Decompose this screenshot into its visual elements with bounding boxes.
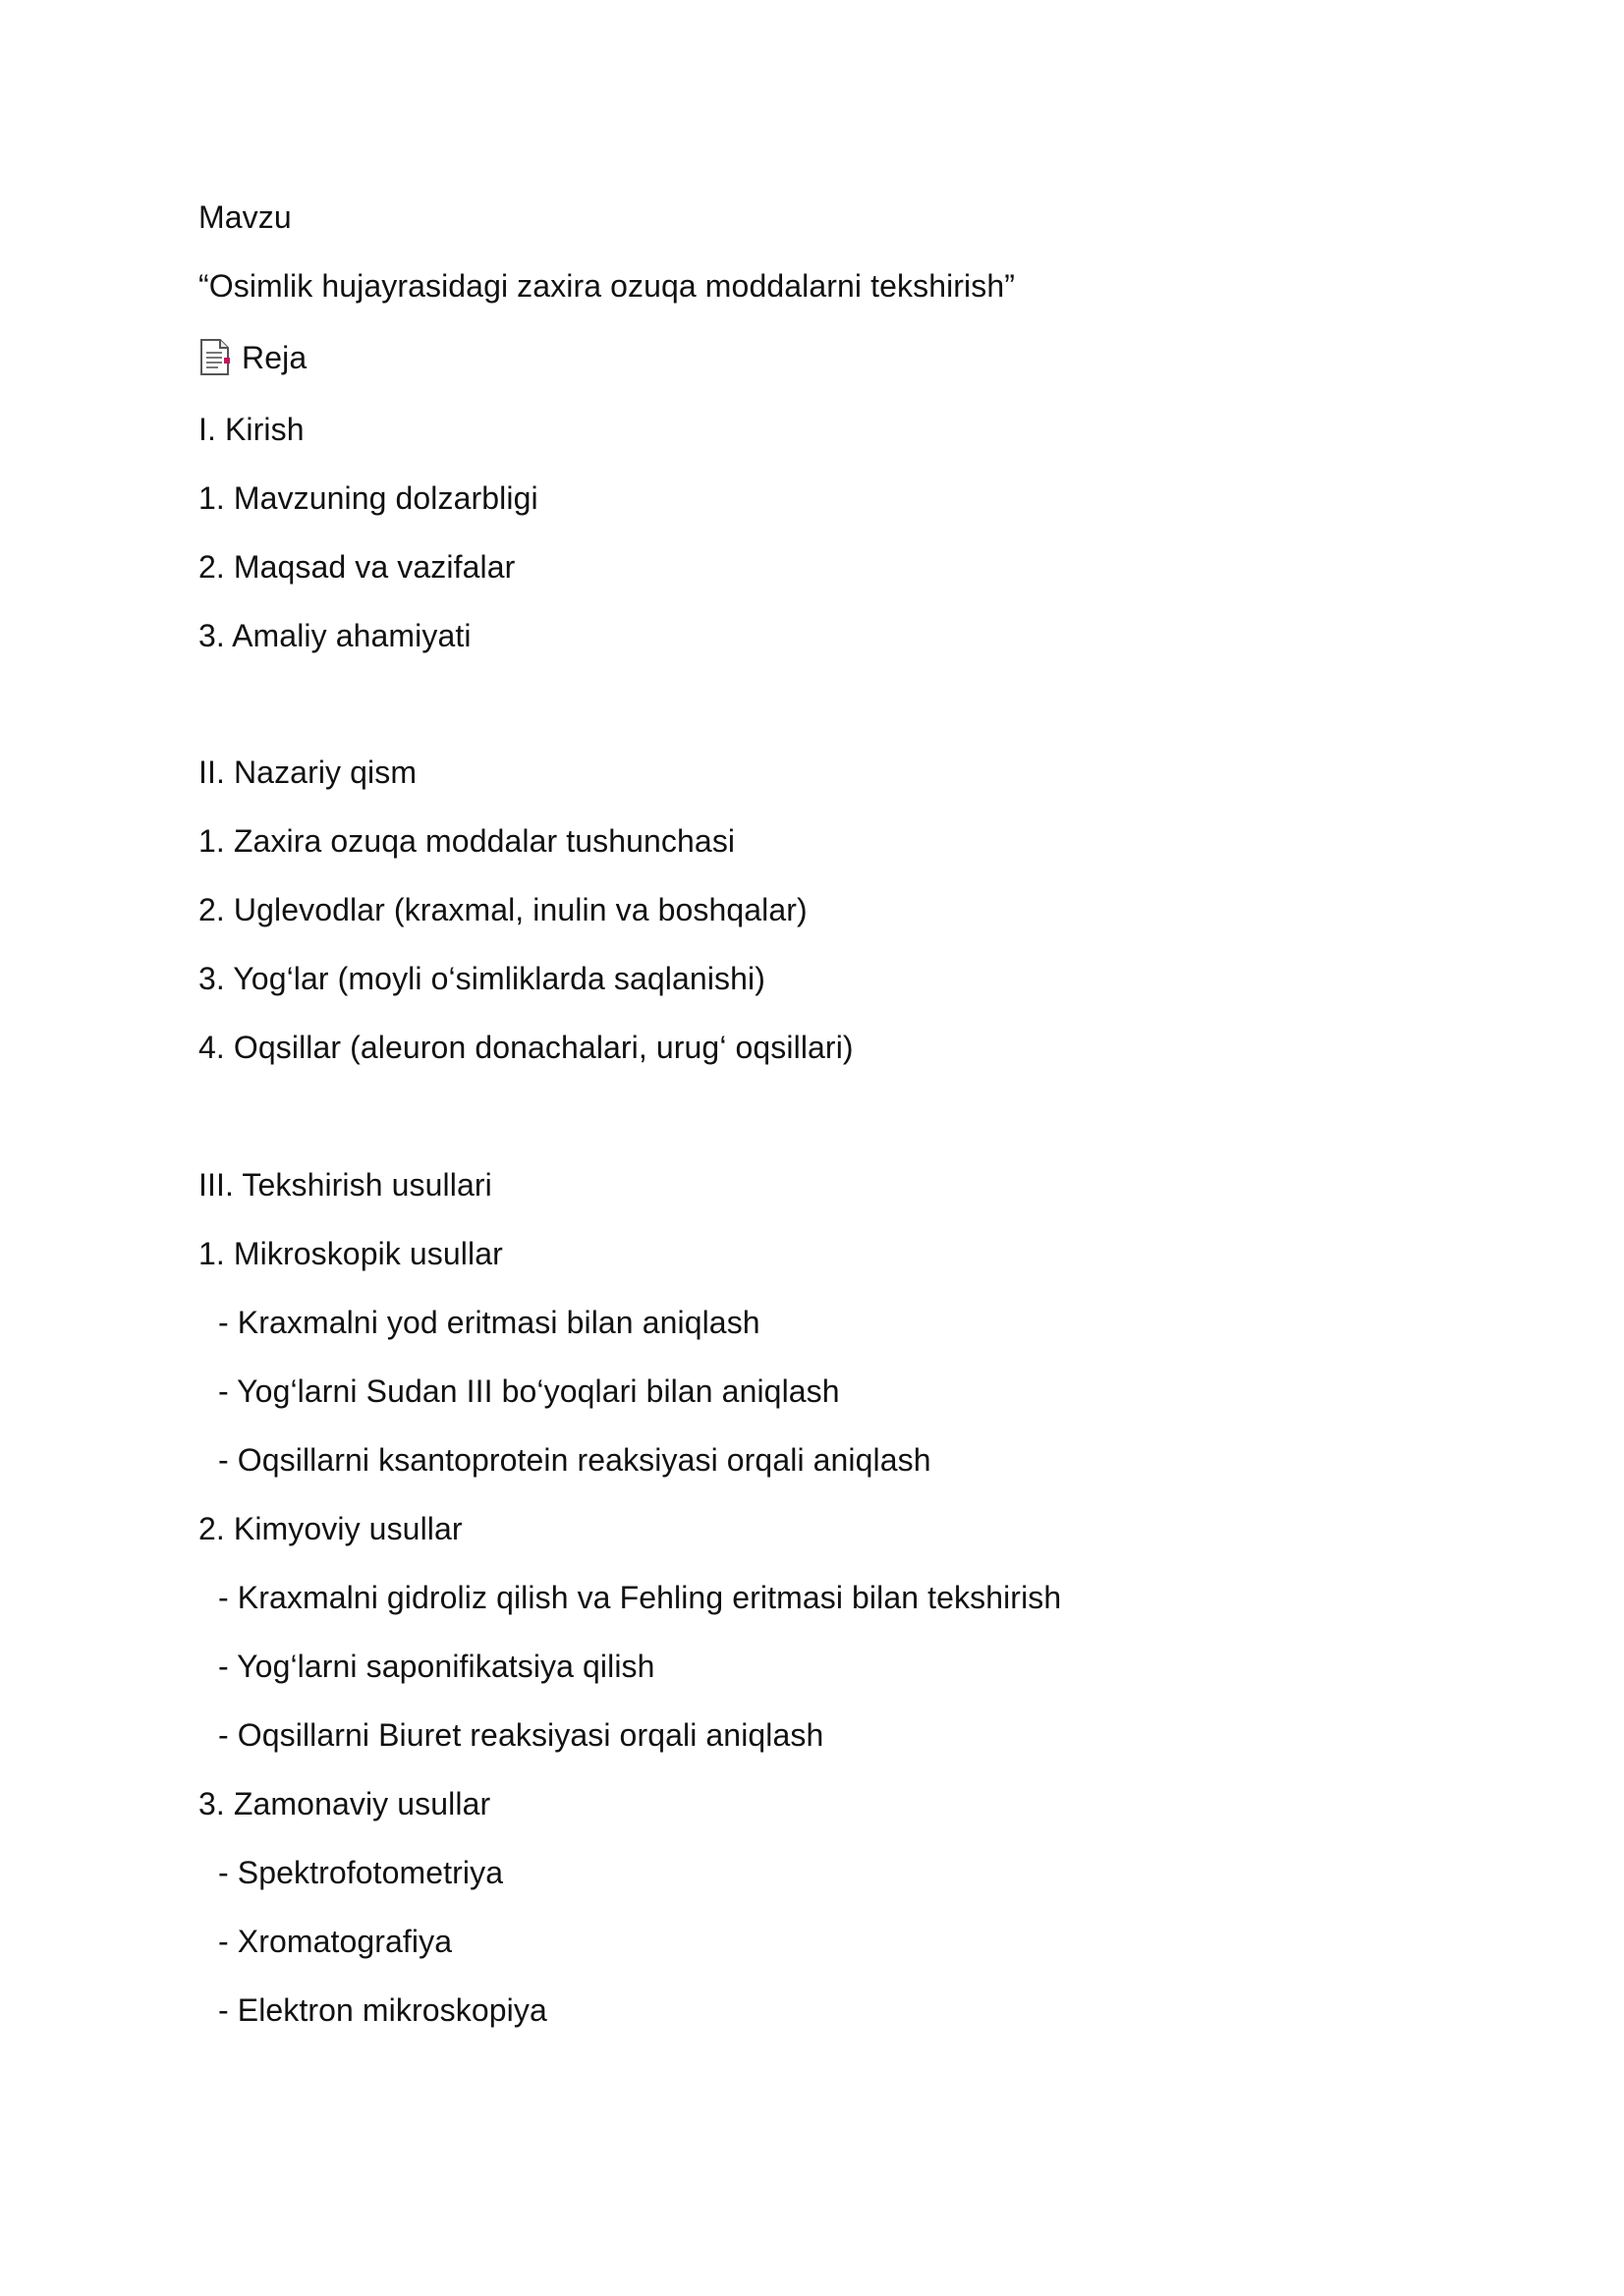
sub-list-item: - Elektron mikroskopiya [218,1992,547,2028]
list-item: 1. Zaxira ozuqa moddalar tushunchasi [198,823,736,859]
sub-list-item: - Yog‘larni Sudan III bo‘yoqlari bilan aniqlash [218,1373,840,1409]
section-heading: III. Tekshirish usullari [198,1167,492,1203]
reja-label: Reja [242,340,308,375]
sub-list-item: - Yog‘larni saponifikatsiya qilish [218,1649,655,1684]
sub-list-item: - Spektrofotometriya [218,1855,504,1890]
document-title: “Osimlik hujayrasidagi zaxira ozuqa moddalarni tekshirish” [198,268,1016,304]
group-label: 3. Zamonaviy usullar [198,1786,491,1821]
sub-list-item: - Oqsillarni ksantoprotein reaksiyasi orqali aniqlash [218,1442,931,1478]
group-label: 2. Kimyoviy usullar [198,1511,463,1546]
reja-heading [198,338,307,377]
sub-list-item: - Xromatografiya [218,1924,453,1959]
section-heading: I. Kirish [198,412,305,447]
sub-list-item: - Oqsillarni Biuret reaksiyasi orqali aniqlash [218,1717,824,1753]
sub-list-item: - Kraxmalni gidroliz qilish va Fehling eritmasi bilan tekshirish [218,1580,1062,1615]
list-item: 3. Yog‘lar (moyli o‘simliklarda saqlanishi) [198,961,765,996]
list-item: 2. Uglevodlar (kraxmal, inulin va boshqalar) [198,892,808,927]
list-item: 3. Amaliy ahamiyati [198,618,472,653]
list-item: 1. Mavzuning dolzarbligi [198,480,538,516]
list-item: 2. Maqsad va vazifalar [198,549,516,585]
sub-list-item: - Kraxmalni yod eritmasi bilan aniqlash [218,1305,760,1340]
list-item: 4. Oqsillar (aleuron donachalari, urug‘ oqsillari) [198,1030,854,1065]
section-heading: II. Nazariy qism [198,755,418,790]
document-icon [198,338,234,377]
mavzu-label: Mavzu [198,199,292,235]
group-label: 1. Mikroskopik usullar [198,1236,503,1271]
